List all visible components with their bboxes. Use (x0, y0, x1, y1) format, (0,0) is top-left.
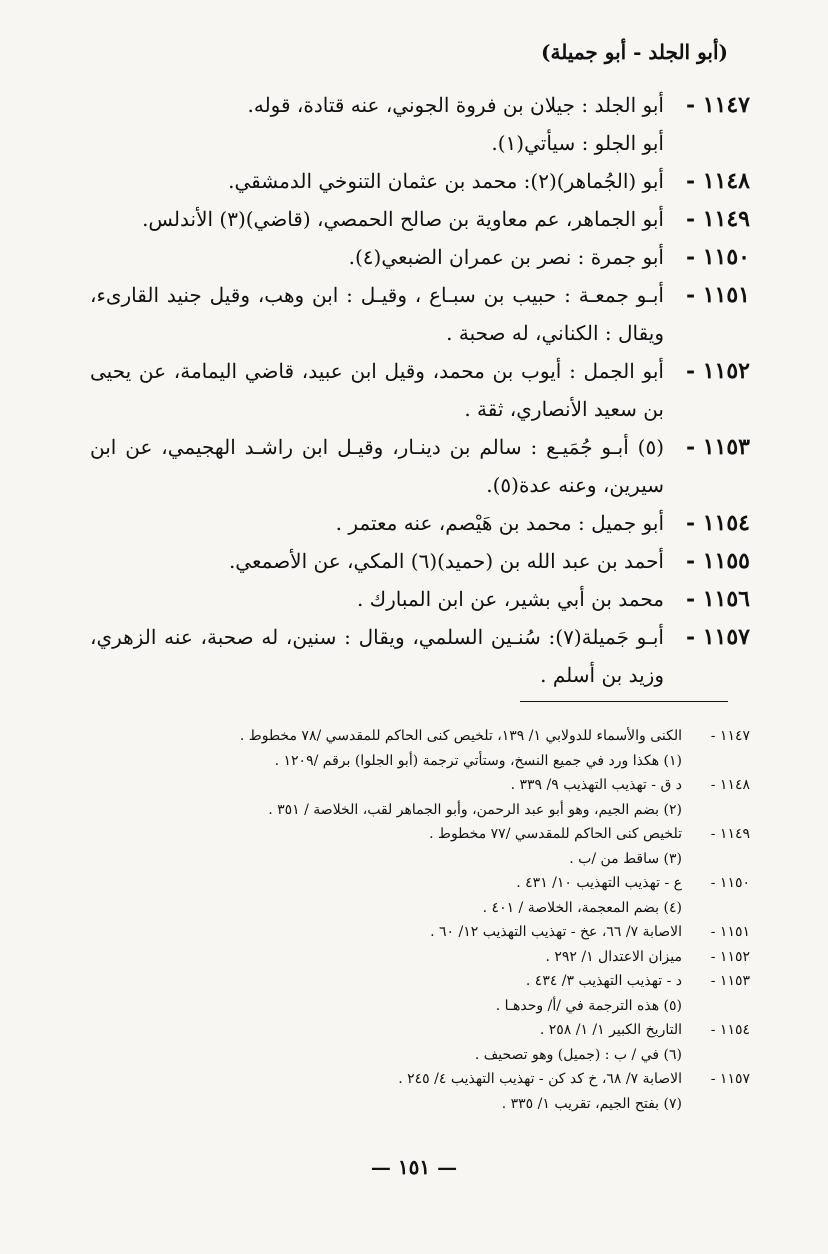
entry-1155 (90, 542, 750, 580)
entry-1147-continuation (90, 124, 750, 162)
entry-1149 (90, 200, 750, 238)
footnote-text: ميزان الاعتدال ١/ ٢٩٢ . (545, 948, 682, 965)
footnote-text: (٦) في / ب : (جميل) وهو تصحيف . (474, 1046, 682, 1063)
footnote-source-1151 (150, 920, 750, 945)
entry-text: أبو جمرة : نصر بن عمران الضبعي(٤). (348, 245, 664, 269)
footnote-text: د - تهذيب التهذيب ٣/ ٤٣٤ . (525, 973, 682, 989)
footnote-7 (150, 1092, 750, 1117)
footnote-text: تلخيص كنى الحاكم للمقدسي /٧٧ مخطوط . (429, 826, 682, 842)
entry-1148 (90, 162, 750, 200)
entry-text: أبـو جَميلة(٧): سُنـين السلمي، ويقال : سنين، له صحبة، عنه الزهري، وزيد بن أسلم . (90, 625, 664, 687)
footnote-text: د ق - تهذيب التهذيب ٩/ ٣٣٩ . (510, 777, 682, 793)
footnote-text: الكنى والأسماء للدولابي ١/ ١٣٩، تلخيص كنى الحاكم للمقدسي /٧٨ مخطوط . (239, 728, 682, 744)
entry-text: (٥) أبـو جُمَيـع : سالم بن دينـار، وقيـل ابن راشـد الهجيمي، عن ابن سيرين، وعنه عدة(٥). (90, 435, 664, 497)
entry-number: ١١٥١ - (685, 282, 750, 308)
entry-1156 (90, 580, 750, 618)
footnote-source-1157 (150, 1067, 750, 1092)
footnote-4 (150, 896, 750, 921)
entry-number: ١١٥٣ - (685, 434, 750, 460)
footnote-number: ١١٤٧ - (710, 728, 750, 744)
entry-number: ١١٥٧ - (685, 624, 750, 650)
biographical-entries (90, 86, 750, 694)
footnote-source-1153 (150, 969, 750, 994)
footnote-text: (٤) بضم المعجمة، الخلاصة / ٤٠١ . (482, 899, 682, 916)
footnote-text: الاصابة ٧/ ٦٨، خ كد كن - تهذيب التهذيب ٤/ ٢٤٥ . (398, 1071, 682, 1087)
footnote-number: ١١٥٤ - (710, 1022, 750, 1038)
entry-text: أبو جميل : محمد بن هَيْصم، عنه معتمر . (335, 511, 664, 535)
footnote-number (682, 847, 750, 872)
footnote-text: الاصابة ٧/ ٦٦، عخ - تهذيب التهذيب ١٢/ ٦٠ . (430, 924, 682, 940)
entry-number: ١١٤٧ - (685, 92, 750, 118)
footnote-text: (٣) ساقط من /ب . (569, 850, 682, 867)
entry-1154 (90, 504, 750, 542)
footnote-number: ١١٥١ - (710, 924, 750, 940)
footnote-2 (150, 798, 750, 823)
entry-1153 (90, 428, 750, 504)
footnote-number (682, 1043, 750, 1068)
footnote-text: (٧) بفتح الجيم، تقريب ١/ ٣٣٥ . (501, 1095, 682, 1112)
entry-number: ١١٥٥ - (685, 548, 750, 574)
footnote-text: (١) هكذا ورد في جميع النسخ، وستأتي ترجمة (أبو الجلوا) برقم /١٢٠٩ . (274, 752, 682, 769)
entry-number: ١١٤٨ - (685, 168, 750, 194)
footnote-number: ١١٥٣ - (710, 973, 750, 989)
entry-text: أبو الجماهر، عم معاوية بن صالح الحمصي، (قاضي)(٣) الأندلس. (142, 207, 664, 231)
footnote-number (682, 896, 750, 921)
footnote-6 (150, 1043, 750, 1068)
footnote-source-1154 (150, 1018, 750, 1043)
footnote-text: (٥) هذه الترجمة في /أ/ وحدهـا . (495, 997, 682, 1014)
footnote-source-1149 (150, 822, 750, 847)
entry-1151 (90, 276, 750, 352)
footnote-number (682, 1092, 750, 1117)
footnote-number: ١١٥٢ - (710, 948, 750, 965)
page-number: — ١٥١ — (370, 1155, 458, 1179)
entry-1150 (90, 238, 750, 276)
footnote-number (682, 749, 750, 774)
entry-text: أبو الجلد : جيلان بن فروة الجوني، عنه قتادة، قوله. (247, 93, 664, 117)
footnote-3 (150, 847, 750, 872)
footnote-number: ١١٤٨ - (710, 777, 750, 793)
footnote-text: (٢) بضم الجيم، وهو أبو عبد الرحمن، وأبو الجماهر لقب، الخلاصة / ٣٥١ . (268, 801, 682, 818)
footnote-number (682, 798, 750, 823)
entry-1152 (90, 352, 750, 428)
footnote-text: ع - تهذيب التهذيب ١٠/ ٤٣١ . (516, 875, 682, 891)
footnote-1 (150, 749, 750, 774)
entry-number: ١١٥٤ - (685, 510, 750, 536)
footnote-text: التاريخ الكبير ١/ ١/ ٢٥٨ . (539, 1022, 682, 1038)
entry-number: ١١٥٢ - (685, 358, 750, 384)
entry-text: أبو الجلو : سيأتي(١). (491, 131, 664, 155)
footnote-number: ١١٤٩ - (710, 826, 750, 842)
entry-text: محمد بن أبي بشير، عن ابن المبارك . (356, 587, 664, 611)
entry-1157 (90, 618, 750, 694)
running-header: (أبو الجلد - أبو جميلة) (541, 40, 728, 64)
footnote-source-1147 (150, 724, 750, 749)
footnote-source-1150 (150, 871, 750, 896)
footnote-number: ١١٥٧ - (710, 1071, 750, 1087)
entry-text: أبـو جمعـة : حبيب بن سبـاع ، وقيـل : ابن وهب، وقيل جنيد القارىء، ويقال : الكناني، له صحبة . (90, 283, 664, 345)
footnotes (150, 724, 750, 1116)
entry-number: ١١٥٠ - (685, 244, 750, 270)
footnote-source-1152 (150, 945, 750, 970)
entry-text: أبو (الجُماهر)(٢): محمد بن عثمان التنوخي الدمشقي. (228, 169, 664, 193)
footnote-number: ١١٥٠ - (710, 875, 750, 891)
entry-text: أحمد بن عبد الله بن (حميد)(٦) المكي، عن الأصمعي. (228, 549, 664, 573)
footnote-separator (520, 701, 728, 702)
entry-text: أبو الجمل : أيوب بن محمد، وقيل ابن عبيد، قاضي اليمامة، عن يحيى بن سعيد الأنصاري، ثقة . (90, 359, 664, 421)
footnote-source-1148 (150, 773, 750, 798)
entry-number: ١١٥٦ - (685, 586, 750, 612)
footnote-number (682, 994, 750, 1019)
entry-1147 (90, 86, 750, 124)
entry-number: ١١٤٩ - (685, 206, 750, 232)
footnote-5 (150, 994, 750, 1019)
